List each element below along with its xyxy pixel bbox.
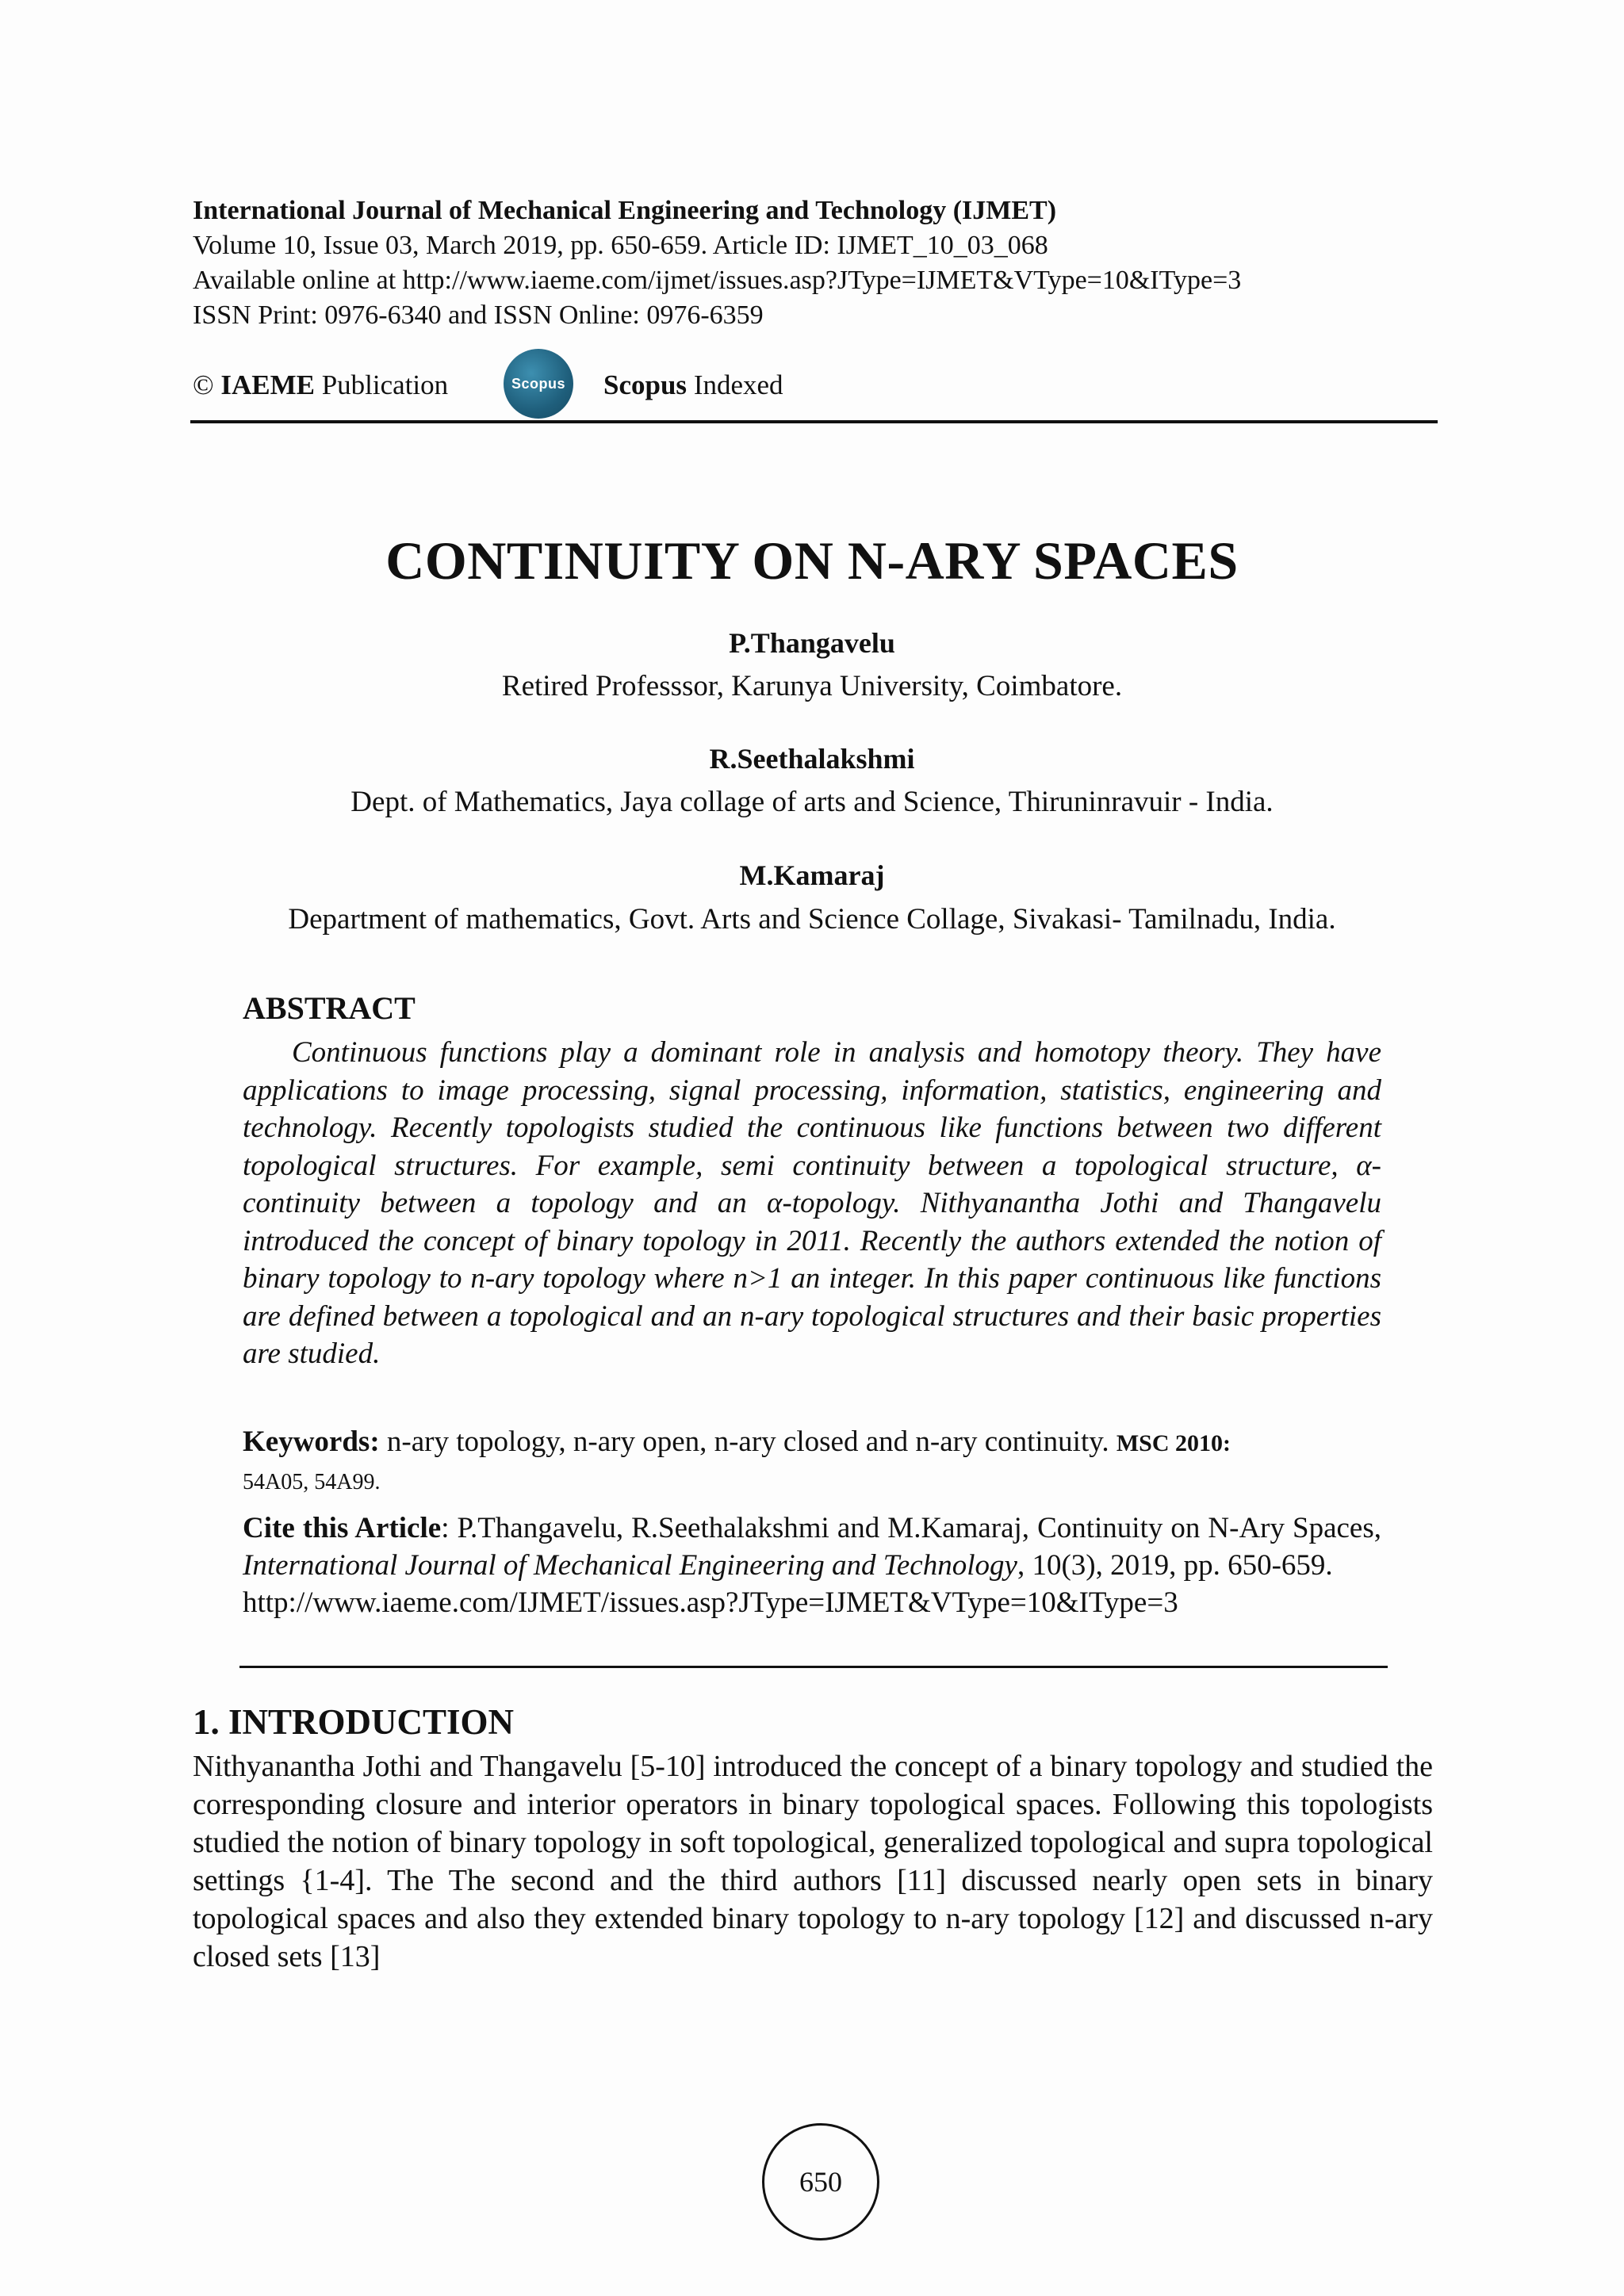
header-divider [190, 420, 1438, 423]
introduction-text: Nithyanantha Jothi and Thangavelu [5-10] introduced the concept of a binary topology and studied the corresponding closure and interior operators in binary topological spaces. Following this topologists studied the notion of binary topology in soft topological, generalized topological and supra topological settings {1-4]. The The second and the third authors [11] discussed nearly open sets in binary topological spaces and also they extended binary topology to n-ary topology [12] and discussed n-ary closed sets [13] [193, 1750, 1433, 1973]
page-number [762, 2123, 879, 2241]
journal-volume-line: Volume 10, Issue 03, March 2019, pp. 650-659. Article ID: IJMET_10_03_068 [193, 231, 1048, 260]
scopus-logo-icon [504, 349, 573, 419]
publication-word: Publication [321, 369, 449, 400]
abstract-heading: ABSTRACT [243, 990, 416, 1026]
publisher-name: IAEME [220, 369, 315, 400]
cite-url-link[interactable]: http://www.iaeme.com/IJMET/issues.asp?JType=IJMET&VType=10&IType=3 [243, 1586, 1178, 1619]
journal-issn-line: ISSN Print: 0976-6340 and ISSN Online: 0976-6359 [193, 300, 764, 330]
journal-title: International Journal of Mechanical Engineering and Technology (IJMET) [193, 196, 1057, 225]
author-affiliation: Dept. of Mathematics, Jaya collage of arts and Science, Thiruninravuir - India. [350, 786, 1274, 818]
author-affiliation: Retired Professsor, Karunya University, Coimbatore. [501, 670, 1123, 702]
msc-label: MSC 2010: [1116, 1430, 1231, 1456]
cite-text: : P.Thangavelu, R.Seethalakshmi and M.Kamaraj, Continuity on N-Ary Spaces, [441, 1512, 1381, 1544]
author-affiliation: Department of mathematics, Govt. Arts and Science Collage, Sivakasi- Tamilnadu, India. [288, 903, 1336, 936]
page-number-text: 650 [799, 2166, 842, 2198]
scopus-indexed [603, 369, 783, 401]
publisher-row [193, 349, 1438, 428]
journal-online-line: Available online at http://www.iaeme.com/ijmet/issues.asp?JType=IJMET&VType=10&IType=3 [193, 266, 1242, 295]
cite-label: Cite this Article [243, 1512, 442, 1544]
author-name: P.Thangavelu [729, 627, 895, 659]
introduction-heading: 1. INTRODUCTION [193, 1702, 515, 1742]
copyright-symbol: © [193, 369, 214, 400]
scopus-word: Scopus [603, 369, 688, 400]
author-name: R.Seethalakshmi [709, 743, 915, 775]
cite-journal: International Journal of Mechanical Engineering and Technology [243, 1549, 1017, 1582]
abstract-text: Continuous functions play a dominant role in analysis and homotopy theory. They have applications to image processing, signal processing, information, statistics, engineering and technology. Recently topologists studied the continuous like functions between two different topological structures. For example, semi continuity between a topological structure, α-continuity between a topology and an α-topology. Nithyanantha Jothi and Thangavelu introduced the concept of binary topology in 2011. Recently the authors extended the notion of binary topology to n-ary topology where n>1 an integer. In this paper continuous like functions are defined between a topological and an n-ary topological structures and their basic properties are studied. [243, 1036, 1381, 1370]
publisher-credit [193, 369, 448, 401]
keywords [243, 1424, 1381, 1501]
author-name: M.Kamaraj [739, 859, 885, 891]
journal-header [193, 193, 1438, 333]
keywords-text: n-ary topology, n-ary open, n-ary closed and n-ary continuity. [386, 1425, 1109, 1458]
scopus-logo-text: Scopus [511, 375, 565, 392]
msc-codes: 54A05, 54A99. [243, 1470, 381, 1494]
cite-article [243, 1510, 1381, 1621]
paper-title: CONTINUITY ON N-ARY SPACES [385, 530, 1239, 591]
abstract-divider [239, 1666, 1388, 1668]
cite-text-after: , 10(3), 2019, pp. 650-659. [1017, 1549, 1333, 1582]
keywords-label: Keywords: [243, 1425, 380, 1458]
indexed-word: Indexed [693, 369, 783, 400]
